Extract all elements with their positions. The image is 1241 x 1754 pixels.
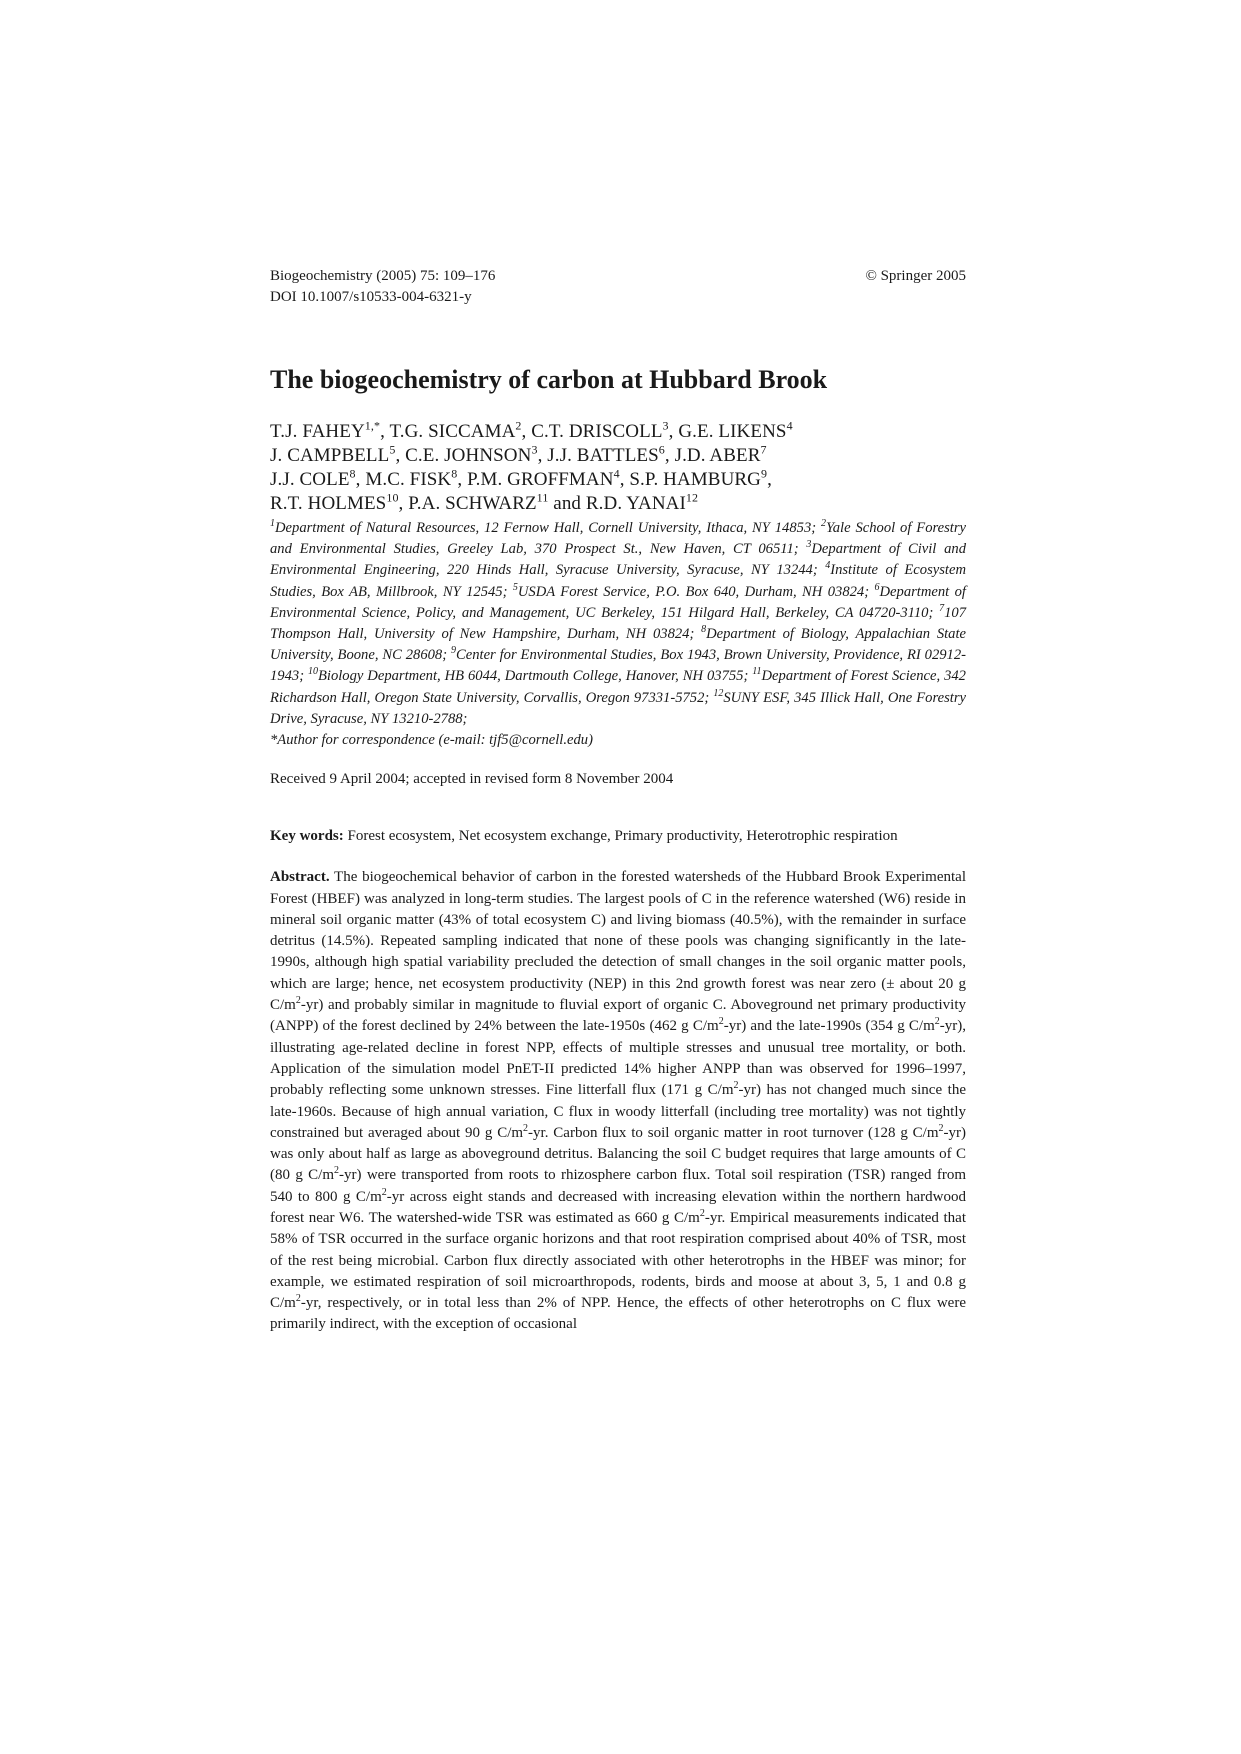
- author-affiliation-mark: 4: [786, 418, 793, 433]
- abstract-text: -yr across eight stands and decreased with increasing elevation within the northern hardwood forest near W6. The watershed-wide TSR was estimated as 660 g C/m: [270, 1188, 966, 1226]
- author-affiliation-mark: 2: [515, 418, 522, 433]
- affiliation: 107 Thompson Hall, University of New Hampshire, Durham, NH 03824;: [270, 604, 966, 643]
- author-affiliation-mark: 4: [613, 466, 620, 481]
- author-line-1: [270, 420, 966, 444]
- author-name: J.J. COLE: [270, 469, 350, 490]
- author-name: , S.P. HAMBURG: [619, 469, 761, 490]
- affiliation: Biology Department, HB 6044, Dartmouth College, Hanover, NH 03755;: [317, 668, 753, 685]
- author-name: , C.T. DRISCOLL: [521, 421, 663, 442]
- author-name: , P.A. SCHWARZ: [398, 493, 537, 514]
- abstract-text: -yr) and the late-1990s (354 g C/m: [723, 1018, 935, 1035]
- author-name: T.J. FAHEY: [270, 421, 365, 442]
- author-line-2: [270, 444, 966, 468]
- corresponding-author-mark: *: [373, 418, 381, 433]
- copyright-notice: © Springer 2005: [865, 268, 966, 284]
- author-line-3: J.J. COLE$^8$, M.C. FISK$^8$, P.M. GROFFMAN$^4$, S.P. HAMBURG$^9$,: [270, 466, 772, 490]
- affiliation-mark: 11: [752, 666, 762, 678]
- abstract-text: -yr) has not changed much since the late-1960s. Because of high annual variation, C flux in woody litterfall (including tree mortality) was not tightly constrained but averaged about 90 g C/m: [270, 1082, 966, 1141]
- paper-first-page: [270, 266, 966, 1336]
- author-affiliation-mark: 3: [531, 442, 538, 457]
- author-name: , G.E. LIKENS: [668, 421, 787, 442]
- affiliation-mark: 7: [939, 602, 945, 614]
- paper-title: The biogeochemistry of carbon at Hubbard Brook: [270, 365, 828, 394]
- author-affiliation-mark: 1,*: [364, 418, 381, 433]
- superscript: 2: [381, 1186, 387, 1198]
- keywords-section: [270, 826, 966, 847]
- author-affiliation-mark: 12: [685, 490, 699, 505]
- author-name: , J.D. ABER: [664, 445, 761, 466]
- affiliation: Department of Forest Science, 342 Richardson Hall, Oregon State University, Corvallis, Oregon 97331-5752;: [270, 668, 966, 706]
- affiliation: Department of Natural Resources, 12 Fernow Hall, Cornell University, Ithaca, NY 14853;: [275, 520, 821, 536]
- author-name: , J.J. BATTLES: [537, 445, 659, 466]
- author-list: [270, 420, 966, 516]
- affiliation: USDA Forest Service, P.O. Box 640, Durham, NH 03824;: [517, 583, 875, 600]
- affiliation-mark: 5: [512, 581, 518, 593]
- superscript: 2: [295, 995, 301, 1007]
- author-affiliation-mark: 9: [761, 466, 768, 481]
- superscript: 2: [334, 1165, 340, 1177]
- citation-block: [270, 266, 495, 308]
- affiliation: Institute of Ecosystem Studies, Box AB, Millbrook, NY 12545;: [270, 562, 966, 600]
- affiliation-mark: 2: [820, 518, 826, 530]
- author-name: , M.C. FISK: [355, 469, 452, 490]
- author-name: , T.G. SICCAMA: [380, 421, 516, 442]
- affiliation-mark: 1: [270, 518, 275, 530]
- keywords-label: Key words:: [270, 828, 344, 845]
- abstract-text: The biogeochemical behavior of carbon in the forested watersheds of the Hubbard Brook Experimental Forest (HBEF) was analyzed in long-term studies. The largest pools of C in the reference watershed (W6) reside in mineral soil organic matter (43% of total ecosystem C) and living biomass (40.5%), with the remainder in surface detritus (14.5%). Repeated sampling indicated that none of these pools was changing significantly in the late-1990s, although high spatial variability precluded the detection of small changes in the soil organic matter pools, which are large; hence, net ecosystem productivity (NEP) in this 2nd growth forest was near zero (± about 20 g C/m: [270, 869, 966, 1014]
- affiliation: Center for Environmental Studies, Box 1943, Brown University, Providence, RI 02912-1943;: [270, 647, 966, 685]
- author-name: R.T. HOLMES: [270, 493, 387, 514]
- running-header: [270, 266, 966, 308]
- affiliation: Department of Civil and Environmental Engineering, 220 Hinds Hall, Syracuse University, Syracuse, NY 13244;: [270, 541, 966, 579]
- author-affiliation-mark: 10: [386, 490, 399, 505]
- author-affiliation-mark: 8: [349, 466, 356, 481]
- doi: DOI 10.1007/s10533-004-6321-y: [270, 289, 472, 305]
- keywords-text: Forest ecosystem, Net ecosystem exchange, Primary productivity, Heterotrophic respiration: [343, 828, 898, 845]
- superscript: 2: [523, 1122, 529, 1134]
- superscript: 2: [699, 1207, 705, 1219]
- affiliation-mark: 6: [874, 581, 880, 593]
- abstract-text: -yr. Carbon flux to soil organic matter in root turnover (128 g C/m: [528, 1124, 939, 1141]
- affiliation: Yale School of Forestry and Environmental Studies, Greeley Lab, 370 Prospect St., New Haven, CT 06511;: [270, 520, 966, 558]
- author-name: , P.M. GROFFMAN: [457, 469, 614, 490]
- superscript: 2: [295, 1293, 301, 1305]
- author-affiliation-mark: 8: [451, 466, 458, 481]
- abstract-text: -yr) and probably similar in magnitude to fluvial export of organic C. Aboveground net primary productivity (ANPP) of the forest declined by 24% between the late-1950s (462 g C/m: [270, 997, 966, 1035]
- abstract-text: -yr) was only about half as large as aboveground detritus. Balancing the soil C budget requires that large amounts of C (80 g C/m: [270, 1124, 966, 1184]
- affiliation: Department of Biology, Appalachian State University, Boone, NC 28608;: [270, 626, 967, 664]
- affiliations: [270, 518, 966, 751]
- abstract-section: [270, 867, 966, 1336]
- superscript: 2: [934, 1016, 940, 1028]
- correspondence-note: *Author for correspondence (e-mail: tjf5@cornell.edu): [270, 732, 593, 749]
- journal-reference: Biogeochemistry (2005) 75: 109–176: [270, 268, 496, 284]
- abstract-text: -yr. Empirical measurements indicated that 58% of TSR occurred in the surface organic horizons and that root respiration comprised about 40% of TSR, most of the rest being microbial. Carbon flux directly associated with other heterotrophs in the HBEF was minor; for example, we estimated respiration of soil microarthropods, rodents, birds and moose at about 3, 5, 1 and 0.8 g C/m: [270, 1209, 966, 1312]
- superscript: 2: [718, 1016, 724, 1028]
- affiliation-mark: 9: [451, 645, 456, 657]
- abstract-text: -yr, respectively, or in total less than 2% of NPP. Hence, the effects of other heterotrophs on C flux were primarily indirect, with the exception of occasional: [270, 1295, 966, 1333]
- affiliation: Department of Environmental Science, Policy, and Management, UC Berkeley, 151 Hilgard Hall, Berkeley, CA 04720-3110;: [270, 583, 966, 621]
- author-affiliation-mark: 11: [536, 490, 549, 505]
- author-name: , C.E. JOHNSON: [395, 445, 532, 466]
- author-affiliation-mark: 7: [760, 442, 767, 457]
- author-affiliation-mark: 3: [662, 418, 669, 433]
- author-name: J. CAMPBELL: [270, 445, 390, 466]
- affiliation-mark: 4: [825, 560, 831, 572]
- affiliation-mark: 3: [806, 539, 812, 551]
- affiliation-mark: 8: [701, 624, 707, 636]
- affiliation-mark: 12: [713, 687, 724, 699]
- superscript: 2: [938, 1122, 944, 1134]
- author-affiliation-mark: 6: [658, 442, 665, 457]
- author-affiliation-mark: 5: [389, 442, 396, 457]
- affiliation: SUNY ESF, 345 Illick Hall, One Forestry Drive, Syracuse, NY 13210-2788;: [270, 689, 966, 727]
- received-dates: Received 9 April 2004; accepted in revised form 8 November 2004: [270, 771, 674, 788]
- affiliation-mark: 10: [307, 666, 318, 678]
- abstract-text: -yr) were transported from roots to rhizosphere carbon flux. Total soil respiration (TSR) ranged from 540 to 800 g C/m: [270, 1167, 966, 1205]
- author-line-4: [270, 492, 966, 516]
- superscript: 2: [733, 1080, 739, 1092]
- abstract-label: Abstract.: [270, 869, 330, 886]
- abstract-text: -yr), illustrating age-related decline in forest NPP, effects of multiple stresses and unusual tree mortality, or both. Application of the simulation model PnET-II predicted 14% higher ANPP than was observed for 1996–1997, probably reflecting some unknown stresses. Fine litterfall flux (171 g C/m: [270, 1018, 966, 1099]
- author-name: and R.D. YANAI: [548, 493, 686, 514]
